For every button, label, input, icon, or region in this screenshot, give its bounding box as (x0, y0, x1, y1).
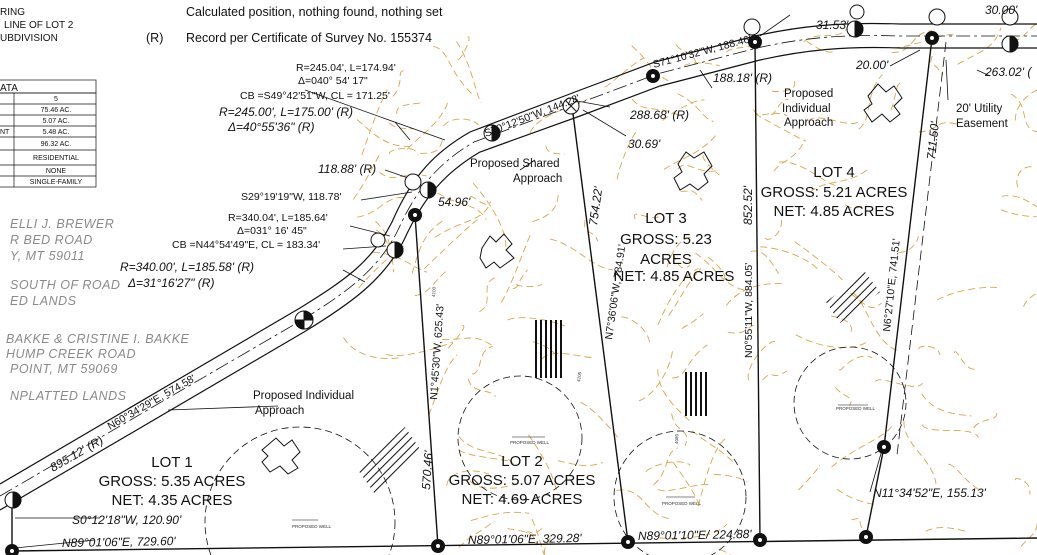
curve-lower-chord: CB =N44°54'49"E, CL = 183.34' (172, 239, 321, 251)
road-bearing-label: N60°34'29"E, 574.58' (105, 372, 198, 433)
monument-marker (6, 545, 19, 555)
monument-marker (878, 441, 891, 454)
contour-line (353, 153, 380, 200)
road-bearing-label: 263.02' ( (985, 65, 1032, 79)
monument-marker (295, 311, 313, 329)
well-zone-lot-1 (205, 427, 395, 555)
contour-line (937, 287, 1000, 300)
monument-marker (850, 5, 864, 19)
contour-line (533, 194, 559, 221)
contour-line (875, 380, 922, 387)
curve-upper-radius-length: R=245.04', L=174.94' (296, 62, 396, 74)
lot-3-name: LOT 3 (645, 210, 687, 227)
legend (146, 5, 443, 45)
lot-2-net: NET: 4.69 ACRES (461, 491, 583, 508)
utility-easement-note: Easement (956, 118, 1008, 130)
contour-line (892, 31, 932, 53)
shared-approach-note: Approach (513, 173, 563, 185)
contour-line (958, 28, 1001, 65)
adjacent-owner-line: POINT, MT 59069 (10, 362, 118, 376)
adjacent-parcel-line: ED LANDS (10, 294, 77, 308)
contour-line (931, 56, 943, 75)
adjacent-parcel-line: NPLATTED LANDS (10, 389, 127, 403)
data-table-cell: RESIDENTIAL (33, 155, 79, 162)
lot-3-gross-unit: ACRES (640, 251, 692, 268)
road-bearing-label: S71°10'32"W, 188.46' (651, 33, 753, 71)
contour-line (681, 191, 703, 201)
adjacent-owners (6, 217, 190, 403)
curve-lower-record-delta: Δ=31°16'27" (R) (128, 276, 215, 290)
adjacent-owner-line: HUMP CREEK ROAD (6, 347, 136, 361)
lot-line-label: 754.22' (586, 185, 606, 227)
data-table-cell: 5.07 AC. (42, 118, 70, 125)
contour-line (546, 146, 565, 155)
contour-line (605, 58, 644, 87)
contour-line (397, 103, 423, 114)
contour-line (840, 356, 873, 370)
lot-4-name: LOT 4 (813, 164, 855, 181)
lot-labels (99, 164, 908, 509)
drainfield-lot-2 (532, 320, 565, 378)
data-table-title: ATA (0, 83, 18, 94)
lot-4-gross: GROSS: 5.21 ACRES (760, 184, 908, 201)
individual-approach-note: Approach (255, 405, 305, 417)
contour-line (646, 462, 690, 472)
lot-line-label: N11°34'52"E, 155.13' (873, 486, 986, 500)
contour-line (1002, 196, 1037, 223)
contour-line (457, 42, 482, 104)
contour-line (926, 528, 968, 532)
contour-line (760, 247, 818, 269)
contour-line (442, 338, 491, 345)
utility-easement-line (897, 42, 946, 455)
house-lot-2 (480, 234, 514, 268)
curve-lower-delta: Δ=031° 16' 45" (237, 225, 307, 237)
road-edge-north (0, 24, 1037, 485)
lot-line-label: N89°01'06"E, 729.60' (61, 534, 176, 550)
lot-line-label: N0°55'11"W, 884.05' (743, 262, 755, 358)
proposed-houses (262, 84, 902, 474)
contour-lines (344, 25, 1037, 555)
title-block (0, 7, 74, 44)
contour-line (558, 461, 603, 466)
contour-line (471, 512, 529, 520)
contour-line (389, 148, 418, 155)
contour-line (621, 317, 649, 346)
contour-line (1001, 210, 1037, 218)
contour-line (1017, 167, 1036, 187)
data-table-cell: 5 (54, 96, 58, 103)
drainfield-lot-1 (358, 427, 422, 494)
monument-marker (754, 534, 767, 547)
data-table-cell: 5.48 AC. (42, 129, 70, 136)
contour-line (837, 489, 874, 504)
lot-line-label: N1°45'30"W, 625.43' (428, 303, 447, 401)
contour-line (433, 47, 472, 94)
monument-marker (860, 531, 873, 544)
contour-line (664, 135, 717, 170)
monument-marker (847, 21, 863, 37)
monument-marker (432, 540, 445, 553)
proposed-well-label: PROPOSED WELL (836, 406, 876, 411)
lot-line-label: N6°27'10"E, 741.51' (881, 237, 903, 333)
curve-upper-delta: Δ=040° 54' 17" (298, 75, 368, 87)
contour-line (682, 314, 704, 329)
contour-line (357, 198, 405, 218)
curve-upper-record-delta: Δ=40°55'36" (R) (228, 120, 315, 134)
contour-line (893, 35, 954, 49)
monument-marker (387, 242, 403, 258)
road-bearing-label: S70°12'50"W, 144.28' (482, 92, 582, 140)
contour-line (344, 337, 403, 358)
contour-line (678, 165, 720, 171)
road-bearing-label: 30.69' (628, 137, 661, 151)
contour-line (922, 425, 978, 438)
adjacent-owner-line: Y, MT 59011 (10, 249, 85, 263)
contour-line (954, 352, 977, 370)
contour-line (420, 140, 443, 154)
individual-approach-note: Proposed Individual (253, 390, 355, 402)
contour-line (550, 239, 613, 270)
legend-record-symbol: (R) (146, 31, 164, 45)
road-bearing-label: S29°19'19"W, 118.78' (241, 191, 342, 203)
monument-marker (647, 70, 660, 83)
monument-marker (1002, 36, 1018, 52)
contour-line (458, 37, 469, 60)
contour-line (796, 335, 867, 348)
contour-line (1021, 516, 1037, 546)
monument-marker (929, 9, 945, 25)
adjacent-owner-line: R BED ROAD (10, 233, 93, 247)
road-bearing-label: 188.18' (R) (713, 71, 772, 85)
road-bearing-label: 288.68' (R) (630, 108, 689, 122)
shared-approach-note: Proposed Shared (470, 158, 560, 170)
proposed-well-label: PROPOSED WELL (662, 501, 702, 506)
contour-line (684, 63, 719, 67)
legend-calculated-position: Calculated position, nothing found, nothing set (186, 5, 443, 19)
lot-line-label: N89°01'06"E, 329.28' (467, 531, 582, 547)
curve-upper-chord: CB =S49°42'51"W, CL = 171.25' (240, 90, 390, 102)
road-bearing-label: 118.88' (R) (318, 162, 377, 176)
legend-record-text: Record per Certificate of Survey No. 155374 (186, 31, 432, 45)
contour-line (435, 204, 489, 237)
proposed-well-label: PROPOSED WELL (510, 440, 550, 445)
drainfield-lot-3 (682, 372, 708, 416)
lot-3-gross: GROSS: 5.23 (620, 231, 712, 248)
contour-line (444, 119, 479, 126)
lot-2-name: LOT 2 (501, 453, 543, 470)
lot-1-gross: GROSS: 5.35 ACRES (98, 473, 246, 490)
contour-line (472, 347, 492, 375)
lot-line-label: 711.50' (924, 120, 942, 161)
lot-1-net: NET: 4.35 ACRES (111, 492, 233, 509)
contour-line (835, 387, 851, 406)
title-line-1: RING (0, 7, 25, 18)
monument-marker (420, 182, 436, 198)
road-bearing-label: 30.00' (985, 3, 1018, 17)
lot-line-label: S0°12'18"W, 120.90' (72, 513, 182, 527)
monument-marker (744, 19, 760, 35)
contour-line (904, 421, 936, 484)
lot4-approach-note: Approach (784, 117, 834, 129)
title-line-3: UBDIVISION (0, 33, 58, 44)
data-table-cell: NONE (45, 168, 67, 175)
data-table-cell: 96.32 AC. (40, 141, 72, 148)
lot-line-label: 852.52' (741, 186, 755, 225)
road-bearing-label: 895.12' (R) (47, 432, 106, 475)
data-table-cell: SINGLE-FAMILY (29, 179, 83, 186)
lot-2-gross: GROSS: 5.07 ACRES (448, 472, 596, 489)
adjacent-parcel-line: SOUTH OF ROAD (10, 278, 121, 292)
contour-line (698, 438, 726, 506)
adjacent-owner-line: BAKKE & CRISTINE I. BAKKE (6, 332, 190, 346)
lot-line-label: N89°01'10"E/ 224.88' (637, 527, 752, 543)
contour-line (726, 284, 784, 306)
road-bearing-label: 31.53' (816, 18, 849, 32)
contour-line (448, 325, 464, 348)
monument-marker (371, 233, 385, 247)
road-bearing-label: 20.00' (856, 58, 889, 72)
contour-line (480, 278, 495, 312)
contour-line (765, 219, 781, 239)
curve-data-upper (219, 62, 396, 134)
curve-upper-record-radius: R=245.00', L=175.00' (R) (219, 105, 354, 119)
data-table-cell: 75.46 AC. (40, 107, 72, 114)
contour-elevation-label: 4100 (431, 286, 437, 298)
lot-line-label: 570.46' (419, 450, 436, 491)
drainfield-lot-4 (826, 272, 880, 323)
contour-line (470, 196, 491, 204)
contour-line (424, 220, 477, 269)
lot-4-net: NET: 4.85 ACRES (773, 203, 895, 220)
contour-line (1015, 85, 1037, 120)
lot4-approach-note: Individual (782, 103, 831, 115)
monument-marker (926, 32, 939, 45)
contour-line (654, 448, 678, 485)
contour-elevation-label: 4105 (576, 371, 583, 383)
monument-marker (622, 536, 635, 549)
proposed-well-label: PROPOSED WELL (292, 524, 332, 529)
contour-line (639, 349, 673, 401)
contour-line (357, 120, 409, 147)
contour-line (922, 394, 972, 416)
contour-line (763, 371, 787, 380)
lot-3-net: NET: 4.85 ACRES (613, 268, 735, 285)
adjacent-owner-line: ELLI J. BREWER (10, 217, 115, 231)
contour-line (1015, 479, 1030, 495)
contour-line (1024, 281, 1037, 307)
road-bearing-label: 54.96' (438, 195, 471, 209)
curve-lower-radius-length: R=340.04', L=185.64' (228, 212, 328, 224)
contour-line (468, 379, 496, 397)
contour-elevation-label: 4080 (674, 433, 680, 445)
monument-marker (5, 492, 21, 508)
contour-line (516, 284, 542, 287)
data-table-label: NT (0, 129, 10, 136)
monument-marker (405, 174, 421, 190)
curve-lower-record-radius: R=340.00', L=185.58' (R) (120, 260, 255, 274)
title-line-2: LINE OF LOT 2 (4, 20, 74, 31)
house-lot-3 (674, 152, 712, 190)
utility-easement-note: 20' Utility (956, 103, 1003, 115)
lot4-approach-note: Proposed (784, 88, 834, 100)
lot-1-name: LOT 1 (151, 454, 193, 471)
contour-line (714, 475, 747, 483)
monument-marker (409, 209, 422, 222)
contour-line (798, 465, 819, 490)
lot-line-label: N7°36'06"W, 784.91' (603, 243, 629, 341)
curve-data-lower (120, 212, 328, 290)
house-lot-1 (262, 438, 300, 474)
contour-line (919, 346, 940, 355)
contour-line (795, 242, 843, 280)
contour-line (974, 412, 997, 428)
contour-line (720, 550, 759, 555)
